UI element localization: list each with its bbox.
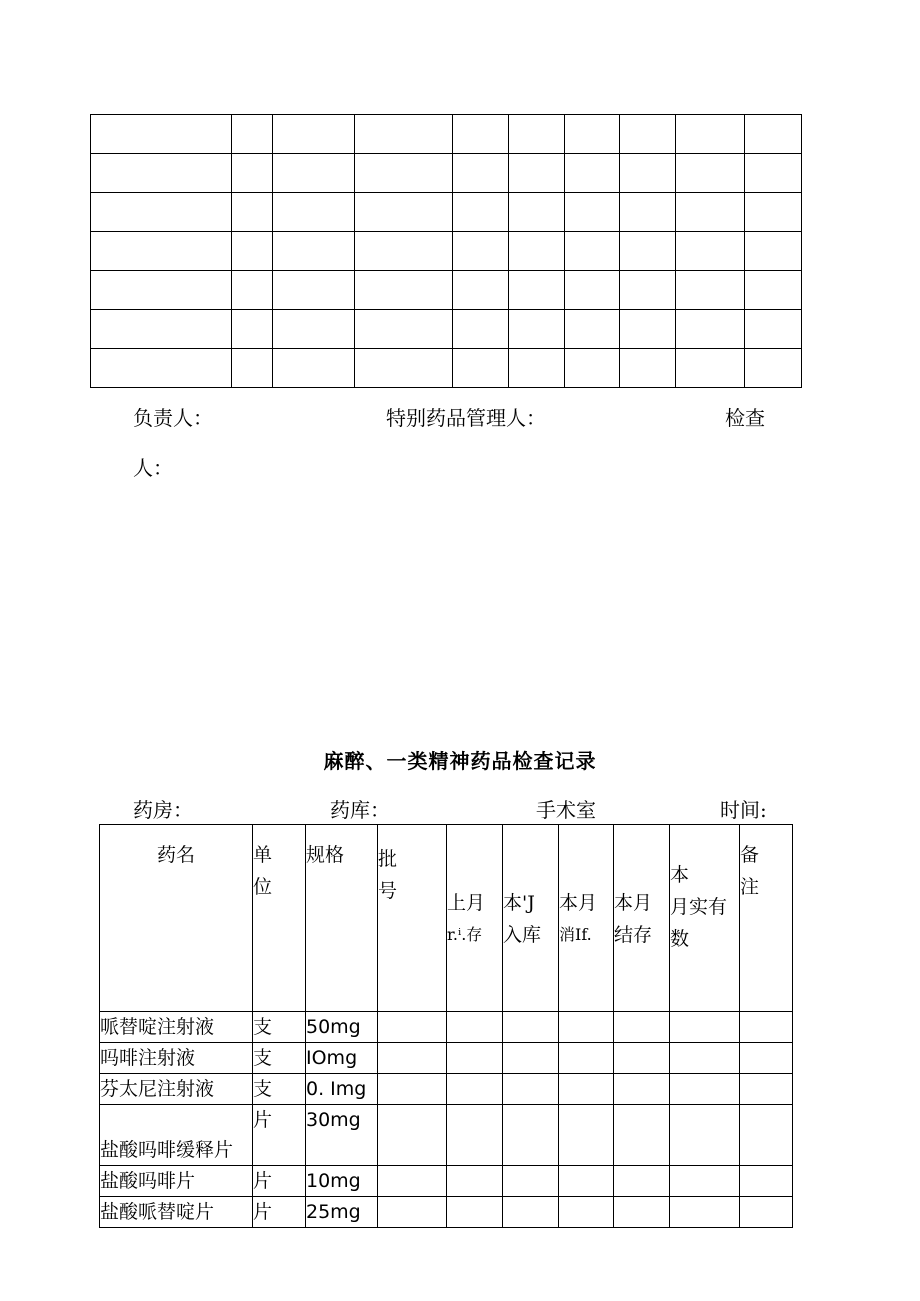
header-month-consume: [559, 825, 614, 1012]
spec-cell: IOmg: [306, 1043, 378, 1074]
header-month-in: [503, 825, 559, 1012]
header-remark-line2: 注: [740, 876, 760, 898]
table-row: [100, 1166, 793, 1197]
inspector-label-part1: 检查: [725, 406, 765, 430]
spec-cell: 30mg: [306, 1105, 378, 1166]
table-row: [91, 193, 802, 232]
table-row: [91, 115, 802, 154]
header-last-month-stock: [447, 825, 503, 1012]
drug-name-cell: 盐酸吗啡片: [100, 1166, 253, 1197]
table-row: [100, 1197, 793, 1228]
header-in-line1: 本'J: [503, 892, 535, 914]
header-actual-count: [670, 825, 740, 1012]
responsible-person-label: 负责人：: [133, 406, 213, 430]
header-consume-line1: 本月: [559, 892, 598, 914]
record-title: 麻醉、一类精神药品检查记录: [323, 749, 597, 773]
drug-name-cell: 芬太尼注射液: [100, 1074, 253, 1105]
header-actual-line2: 月实有: [670, 896, 728, 918]
header-in-line2: 入库: [503, 924, 542, 946]
header-unit-line1: 单: [253, 844, 273, 866]
table-row: [100, 1012, 793, 1043]
unit-cell: 片: [253, 1166, 306, 1197]
header-last-stock-line1: 上月: [447, 892, 486, 914]
unit-cell: 支: [253, 1012, 306, 1043]
header-spec: [306, 825, 378, 1012]
header-batch-line2: 号: [378, 880, 398, 902]
table-row: [91, 349, 802, 388]
header-drug-name: [100, 825, 253, 1012]
spec-cell: 0. Img: [306, 1074, 378, 1105]
table-row: [91, 232, 802, 271]
drug-name-cell: 盐酸哌替啶片: [100, 1197, 253, 1228]
unit-cell: 支: [253, 1043, 306, 1074]
header-actual-line1: 本: [670, 864, 690, 886]
header-drug-name-text: 药名: [156, 844, 195, 866]
inspector-label-part2: 人：: [133, 456, 173, 480]
unit-cell: 片: [253, 1197, 306, 1228]
table-row: [91, 310, 802, 349]
table-header-row: [100, 825, 793, 1012]
spec-cell: 25mg: [306, 1197, 378, 1228]
drug-inspection-table: [99, 824, 793, 1228]
header-spec-text: 规格: [306, 844, 345, 866]
time-label: 时间:: [720, 798, 767, 822]
drug-name-cell: 盐酸吗啡缓释片: [100, 1105, 253, 1166]
drug-name-cell: 哌替啶注射液: [100, 1012, 253, 1043]
header-remark: [740, 825, 793, 1012]
header-balance-line2: 结存: [614, 924, 653, 946]
header-balance-line1: 本月: [614, 892, 653, 914]
header-batch: [378, 825, 447, 1012]
unit-cell: 片: [253, 1105, 306, 1166]
header-actual-line3: 数: [670, 928, 690, 950]
pharmacy-label: 药房：: [133, 798, 193, 822]
spec-cell: 50mg: [306, 1012, 378, 1043]
header-unit-line2: 位: [253, 876, 273, 898]
header-last-stock-line2: r.ⁱ.存: [447, 925, 483, 944]
blank-record-table: [90, 114, 802, 388]
header-consume-line2: 消If.: [559, 925, 592, 944]
table-row: [100, 1105, 793, 1166]
table-row: [91, 271, 802, 310]
special-drug-manager-label: 特别药品管理人：: [386, 406, 546, 430]
table-row: [100, 1074, 793, 1105]
table-row: [100, 1043, 793, 1074]
drug-name-cell: 吗啡注射液: [100, 1043, 253, 1074]
warehouse-label: 药库：: [330, 798, 390, 822]
header-unit: [253, 825, 306, 1012]
header-remark-line1: 备: [740, 844, 760, 866]
spec-cell: 10mg: [306, 1166, 378, 1197]
table-row: [91, 154, 802, 193]
header-batch-line1: 批: [378, 848, 398, 870]
location-value: 手术室: [536, 798, 596, 822]
unit-cell: 支: [253, 1074, 306, 1105]
header-month-balance: [614, 825, 670, 1012]
